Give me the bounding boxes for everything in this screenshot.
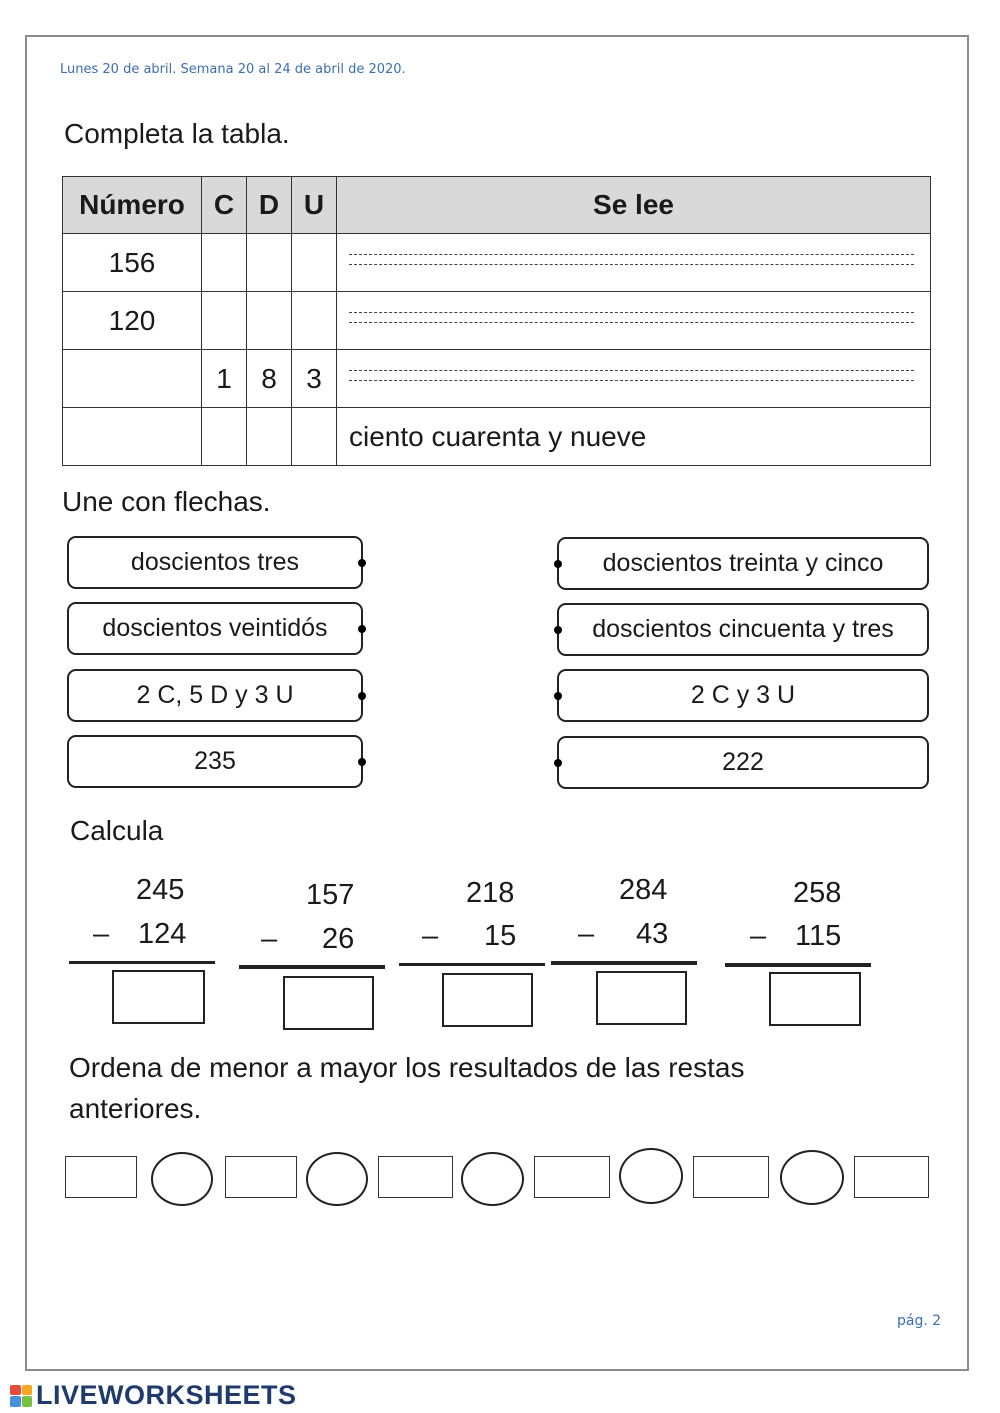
subtrahend: 115 (795, 920, 842, 952)
table-row (63, 350, 931, 408)
match-right-1 (557, 537, 929, 590)
order-box[interactable] (854, 1156, 929, 1198)
cell-d: 8 (247, 350, 292, 408)
connector-dot[interactable] (358, 559, 366, 567)
brand-text: LIVEWORKSHEETS (36, 1380, 297, 1410)
section-title-ordena-line2: anteriores. (69, 1093, 202, 1124)
match-right-4 (557, 736, 929, 789)
minuend: 284 (619, 874, 668, 906)
result-line (69, 961, 215, 964)
answer-box[interactable] (769, 972, 861, 1026)
result-line (551, 961, 697, 965)
cell-u[interactable] (292, 408, 337, 466)
section-title-ordena-line1: Ordena de menor a mayor los resultados de las restas (69, 1052, 745, 1083)
order-circle[interactable] (306, 1152, 368, 1206)
match-label: 235 (194, 747, 236, 775)
match-right-2 (557, 603, 929, 656)
header-date: Lunes 20 de abril. Semana 20 al 24 de abril de 2020. (60, 62, 406, 77)
minus-sign: – (578, 918, 595, 950)
minus-sign: – (93, 918, 110, 950)
cell-c[interactable] (202, 408, 247, 466)
order-circle[interactable] (461, 1152, 524, 1206)
subtrahend: 124 (138, 918, 187, 950)
minuend: 258 (793, 877, 842, 909)
cell-u[interactable] (292, 292, 337, 350)
order-box[interactable] (225, 1156, 297, 1198)
answer-box[interactable] (596, 971, 687, 1025)
section-title-calcula: Calcula (70, 815, 164, 846)
table-row (63, 234, 931, 292)
connector-dot[interactable] (554, 626, 562, 634)
match-label: doscientos treinta y cinco (602, 549, 884, 577)
result-line (239, 965, 385, 969)
subtrahend: 26 (322, 923, 355, 955)
cell-u[interactable] (292, 234, 337, 292)
cell-se-lee[interactable] (337, 350, 931, 408)
answer-box[interactable] (112, 970, 205, 1024)
cell-c: 1 (202, 350, 247, 408)
cell-numero[interactable]: 120 (63, 292, 202, 350)
header-u: U (292, 177, 337, 234)
order-circle[interactable] (780, 1150, 844, 1205)
match-left-3 (67, 669, 363, 722)
header-numero: Número (63, 177, 202, 234)
cdu-table (62, 176, 931, 466)
order-box[interactable] (693, 1156, 769, 1198)
connector-dot[interactable] (554, 560, 562, 568)
connector-dot[interactable] (358, 625, 366, 633)
table-row (63, 408, 931, 466)
cell-se-lee[interactable] (337, 292, 931, 350)
match-label: doscientos cincuenta y tres (592, 615, 894, 643)
result-line (399, 963, 545, 966)
match-right-3 (557, 669, 929, 722)
connector-dot[interactable] (554, 692, 562, 700)
minuend: 157 (306, 879, 355, 911)
cell-numero[interactable] (63, 408, 202, 466)
order-circle[interactable] (619, 1148, 683, 1204)
match-label: doscientos tres (130, 548, 300, 576)
cell-se-lee: ciento cuarenta y nueve (337, 408, 931, 466)
answer-box[interactable] (442, 973, 533, 1027)
connector-dot[interactable] (358, 692, 366, 700)
cell-numero[interactable] (63, 350, 202, 408)
table-row (63, 292, 931, 350)
write-line (349, 264, 914, 265)
write-line (349, 312, 914, 313)
cell-d[interactable] (247, 292, 292, 350)
subtrahend: 15 (484, 920, 517, 952)
cell-d[interactable] (247, 234, 292, 292)
order-circle[interactable] (151, 1152, 213, 1206)
match-left-1 (67, 536, 363, 589)
write-line (349, 370, 914, 371)
cell-numero[interactable]: 156 (63, 234, 202, 292)
table-header-row (63, 177, 931, 234)
write-line (349, 380, 914, 381)
liveworksheets-logo (10, 1380, 297, 1411)
order-box[interactable] (534, 1156, 610, 1198)
connector-dot[interactable] (358, 758, 366, 766)
section-title-completa: Completa la tabla. (64, 118, 290, 149)
cell-se-lee[interactable] (337, 234, 931, 292)
order-box[interactable] (378, 1156, 453, 1198)
section-title-une: Une con flechas. (62, 486, 271, 517)
minuend: 218 (466, 877, 515, 909)
minus-sign: – (422, 920, 439, 952)
match-label: 222 (722, 748, 764, 776)
result-line (725, 963, 871, 967)
order-box[interactable] (65, 1156, 137, 1198)
write-line (349, 322, 914, 323)
answer-box[interactable] (283, 976, 374, 1030)
match-label: doscientos veintidós (102, 614, 328, 642)
match-left-2 (67, 602, 363, 655)
header-se-lee: Se lee (337, 177, 931, 234)
match-label: 2 C, 5 D y 3 U (136, 681, 294, 709)
write-line (349, 254, 914, 255)
header-c: C (202, 177, 247, 234)
cell-d[interactable] (247, 408, 292, 466)
header-d: D (247, 177, 292, 234)
minus-sign: – (750, 920, 767, 952)
subtrahend: 43 (636, 918, 669, 950)
minuend: 245 (136, 874, 185, 906)
cell-u: 3 (292, 350, 337, 408)
connector-dot[interactable] (554, 759, 562, 767)
match-left-4 (67, 735, 363, 788)
cell-c[interactable] (202, 292, 247, 350)
brand-icon (10, 1385, 32, 1407)
page-number: pág. 2 (897, 1313, 942, 1329)
cell-c[interactable] (202, 234, 247, 292)
minus-sign: – (261, 923, 278, 955)
match-label: 2 C y 3 U (690, 681, 796, 709)
